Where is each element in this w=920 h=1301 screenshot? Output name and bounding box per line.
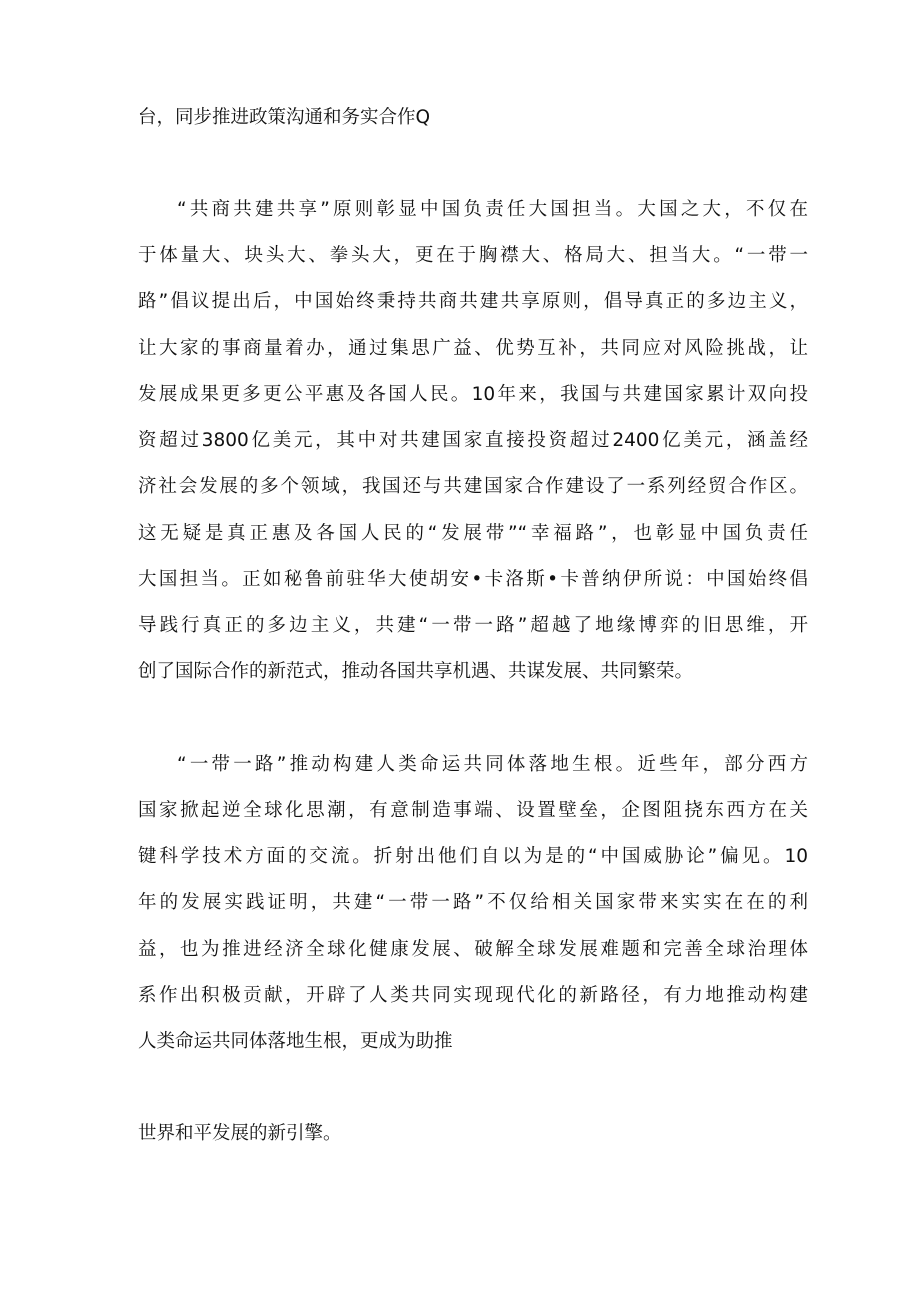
paragraph2-line-7: 人类命运共同体落地生根，更成为助推 <box>138 1031 453 1052</box>
text-line-fragment-top: 台，同步推进政策沟通和务实合作Q <box>138 107 431 128</box>
paragraph1-line-9: 大国担当。正如秘鲁前驻华大使胡安•卡洛斯•卡普纳伊所说：中国始终倡 <box>138 569 808 590</box>
paragraph1-line-1: “共商共建共享”原则彰显中国负责任大国担当。大国之大，不仅在 <box>177 199 808 220</box>
paragraph1-line-7: 济社会发展的多个领域，我国还与共建国家合作建设了一系列经贸合作区。 <box>138 476 808 497</box>
paragraph1-line-6: 资超过3800亿美元，其中对共建国家直接投资超过2400亿美元，涵盖经 <box>138 430 808 451</box>
paragraph1-line-8: 这无疑是真正惠及各国人民的“发展带”“幸福路”，也彰显中国负责任 <box>138 523 808 544</box>
paragraph2-line-1: “一带一路”推动构建人类命运共同体落地生根。近些年，部分西方 <box>177 754 808 775</box>
paragraph2-line-4: 年的发展实践证明，共建“一带一路”不仅给相关国家带来实实在在的利 <box>138 892 808 913</box>
paragraph2-line-3: 键科学技术方面的交流。折射出他们自以为是的“中国威胁论”偏见。10 <box>138 846 808 867</box>
paragraph1-line-2: 于体量大、块头大、拳头大，更在于胸襟大、格局大、担当大。“一带一 <box>138 245 808 266</box>
text-line-fragment-bottom: 世界和平发展的新引擎。 <box>138 1123 342 1144</box>
paragraph1-line-3: 路”倡议提出后，中国始终秉持共商共建共享原则，倡导真正的多边主义， <box>138 291 808 312</box>
paragraph1-line-11: 创了国际合作的新范式，推动各国共享机遇、共谋发展、共同繁荣。 <box>138 661 694 682</box>
paragraph1-line-10: 导践行真正的多边主义，共建“一带一路”超越了地缘博弈的旧思维，开 <box>138 615 808 636</box>
paragraph2-line-6: 系作出积极贡献，开辟了人类共同实现现代化的新路径，有力地推动构建 <box>138 985 808 1006</box>
paragraph2-line-2: 国家掀起逆全球化思潮，有意制造事端、设置壁垒，企图阻挠东西方在关 <box>138 800 808 821</box>
paragraph2-line-5: 益，也为推进经济全球化健康发展、破解全球发展难题和完善全球治理体 <box>138 939 808 960</box>
paragraph1-line-4: 让大家的事商量着办，通过集思广益、优势互补，共同应对风险挑战，让 <box>138 338 808 359</box>
paragraph1-line-5: 发展成果更多更公平惠及各国人民。10年来，我国与共建国家累计双向投 <box>138 384 808 405</box>
